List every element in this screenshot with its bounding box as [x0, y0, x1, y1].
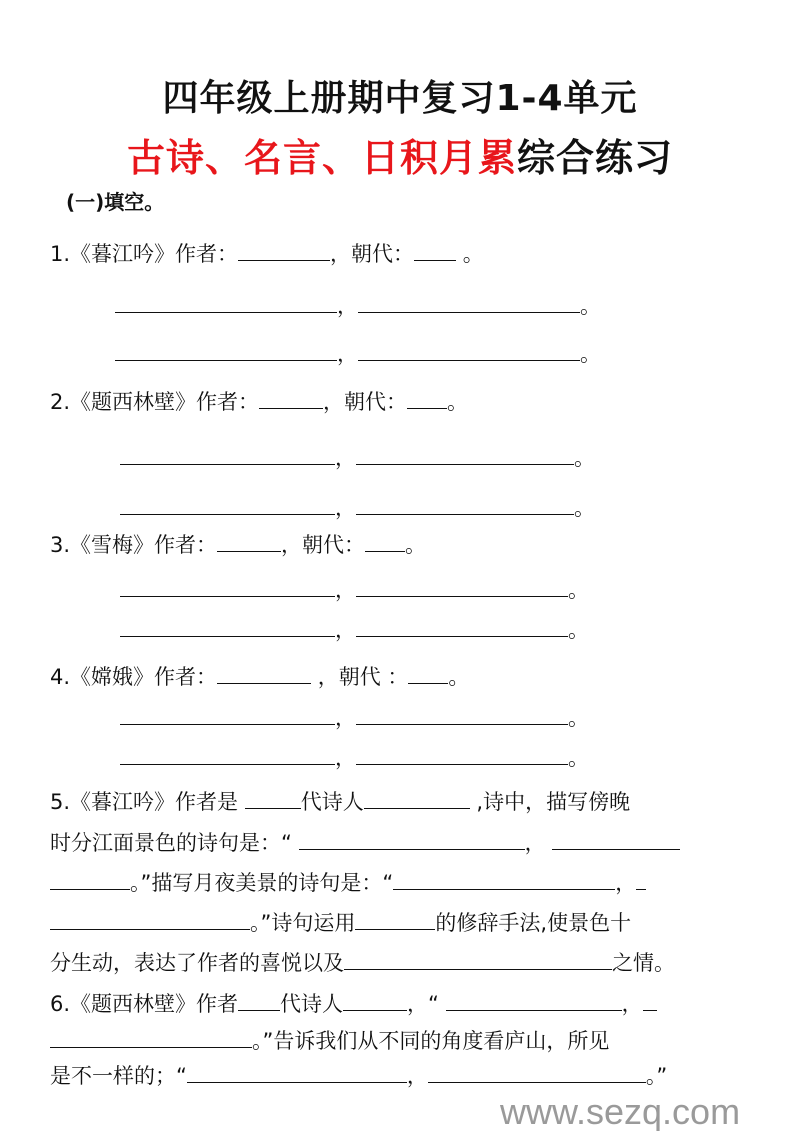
answer-line: [115, 292, 601, 320]
blank[interactable]: [428, 1062, 646, 1083]
page-title: 四年级上册期中复习1-4单元: [162, 78, 638, 119]
q-text: 5.《暮江吟》作者是: [50, 790, 245, 814]
blank[interactable]: [115, 292, 337, 313]
blank[interactable]: [356, 576, 568, 597]
q-text: ,诗中，描写傍晚: [469, 790, 631, 814]
blank[interactable]: [408, 663, 448, 684]
q-text: ，朝代：: [281, 533, 366, 557]
q-text: 的修辞手法,使景色十: [435, 911, 632, 935]
answer-line: [120, 494, 595, 522]
q-text: ，朝代：: [330, 242, 415, 266]
blank[interactable]: [356, 616, 568, 637]
blank[interactable]: [120, 494, 335, 515]
blank[interactable]: [358, 340, 580, 361]
q-text: ，: [621, 992, 643, 1016]
blank[interactable]: [358, 292, 580, 313]
blank[interactable]: [343, 990, 407, 1011]
q-text: 6.《题西林壁》作者: [50, 992, 239, 1016]
blank[interactable]: [115, 340, 337, 361]
q-text: 。: [447, 390, 469, 414]
q-text: ，: [335, 706, 356, 730]
blank[interactable]: [120, 616, 335, 637]
question-1: [50, 240, 484, 268]
blank[interactable]: [299, 829, 525, 850]
q6-line-2: [50, 1027, 609, 1055]
blank[interactable]: [50, 1027, 252, 1048]
blank[interactable]: [120, 444, 335, 465]
blank[interactable]: [245, 788, 301, 809]
page-subtitle: [0, 136, 800, 180]
q5-line-4: [50, 909, 631, 937]
blank[interactable]: [356, 744, 568, 765]
question-5: [50, 788, 630, 816]
blank[interactable]: [120, 744, 335, 765]
q-text: 。: [568, 578, 589, 602]
blank[interactable]: [356, 444, 574, 465]
q-text: ，: [335, 496, 356, 520]
q-text: 2.《题西林壁》作者：: [50, 390, 260, 414]
question-3: [50, 531, 426, 559]
q-text: 。: [580, 342, 601, 366]
blank[interactable]: [393, 869, 615, 890]
q6-line-3: [50, 1062, 667, 1090]
q-text: 。”诗句运用: [250, 911, 356, 935]
q-text: 。”告诉我们从不同的角度看庐山，所见: [252, 1029, 610, 1053]
q-text: 是不一样的；“: [50, 1064, 187, 1088]
q-text: 3.《雪梅》作者：: [50, 533, 218, 557]
blank[interactable]: [355, 909, 435, 930]
blank[interactable]: [364, 788, 470, 809]
q-text: 4.《嫦娥》作者：: [50, 665, 218, 689]
blank[interactable]: [414, 240, 456, 261]
q-text: 。: [574, 446, 595, 470]
q-text: ，: [335, 746, 356, 770]
blank[interactable]: [552, 829, 680, 850]
q-text: ，: [524, 831, 553, 855]
blank[interactable]: [259, 388, 323, 409]
question-2: [50, 388, 468, 416]
q5-line-2: [50, 829, 680, 857]
q-text: 代诗人: [280, 992, 344, 1016]
blank[interactable]: [120, 576, 335, 597]
blank[interactable]: [187, 1062, 407, 1083]
blank[interactable]: [643, 990, 657, 1011]
question-4: [50, 663, 469, 691]
q-text: 。: [574, 496, 595, 520]
q-text: ，朝代：: [323, 390, 408, 414]
q-text: 。: [568, 746, 589, 770]
q-text: ，“: [407, 992, 446, 1016]
answer-line: [115, 340, 601, 368]
q-text: ，朝代 ：: [311, 665, 409, 689]
q-text: 。: [405, 533, 427, 557]
q-text: 。”: [645, 1064, 668, 1088]
answer-line: [120, 616, 589, 644]
subtitle-red: 古诗、名言、日积月累: [126, 136, 517, 180]
q-text: ，: [335, 618, 356, 642]
question-6: [50, 990, 657, 1018]
q-text: 分生动，表达了作者的喜悦以及: [50, 951, 344, 975]
blank[interactable]: [217, 663, 311, 684]
q-text: 。: [448, 665, 470, 689]
q-text: 。: [456, 242, 484, 266]
q-text: 之情。: [612, 951, 675, 975]
q-text: 。: [568, 618, 589, 642]
blank[interactable]: [217, 531, 281, 552]
q-text: 。: [580, 294, 601, 318]
answer-line: [120, 576, 589, 604]
answer-line: [120, 744, 589, 772]
section-heading: (一)填空。: [66, 190, 165, 214]
blank[interactable]: [636, 869, 646, 890]
blank[interactable]: [50, 909, 250, 930]
q-text: 代诗人: [300, 790, 364, 814]
blank[interactable]: [238, 240, 330, 261]
watermark: www.sezq.com: [500, 1091, 741, 1131]
blank[interactable]: [365, 531, 405, 552]
blank[interactable]: [356, 494, 574, 515]
q-text: ，: [335, 578, 356, 602]
q-text: ，: [615, 871, 637, 895]
q-text: 时分江面景色的诗句是：“: [50, 831, 299, 855]
q5-line-3: [50, 869, 646, 897]
blank[interactable]: [446, 990, 622, 1011]
q-text: 。: [568, 706, 589, 730]
q5-line-5: [50, 949, 675, 977]
blank[interactable]: [238, 990, 280, 1011]
q-text: 。”描写月夜美景的诗句是：“: [130, 871, 394, 895]
blank[interactable]: [120, 704, 335, 725]
answer-line: [120, 444, 595, 472]
q-text: ，: [406, 1064, 428, 1088]
q-text: ，: [337, 294, 358, 318]
subtitle-black: 综合练习: [517, 136, 674, 180]
q-text: ，: [337, 342, 358, 366]
blank[interactable]: [50, 869, 130, 890]
answer-line: [120, 704, 589, 732]
blank[interactable]: [407, 388, 447, 409]
q-text: 1.《暮江吟》作者：: [50, 242, 239, 266]
blank[interactable]: [344, 949, 612, 970]
blank[interactable]: [356, 704, 568, 725]
q-text: ，: [335, 446, 356, 470]
